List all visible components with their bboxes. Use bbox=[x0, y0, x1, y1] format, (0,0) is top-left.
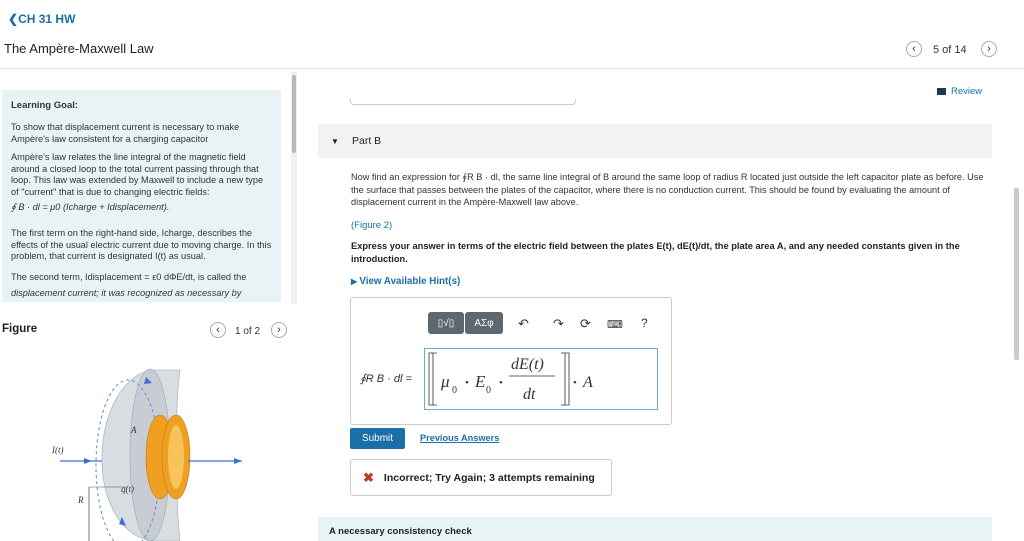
plate-highlight bbox=[168, 425, 184, 489]
dot-2: • bbox=[499, 377, 503, 389]
figure-label: Figure bbox=[2, 323, 38, 335]
undo-icon[interactable]: ↶ bbox=[518, 316, 529, 331]
chevron-left-icon: ‹ bbox=[216, 324, 220, 336]
feedback-message: Incorrect; Try Again; 3 attempts remaining bbox=[383, 471, 595, 484]
page-scrollbar-thumb[interactable] bbox=[1014, 188, 1019, 360]
help-button[interactable]: ? bbox=[641, 316, 648, 330]
previous-answers-link[interactable]: Previous Answers bbox=[420, 433, 500, 443]
e-symbol: E bbox=[475, 372, 486, 391]
mu-subscript: 0 bbox=[452, 385, 457, 396]
breadcrumb-back-link[interactable] bbox=[8, 12, 75, 26]
next-item-button[interactable] bbox=[981, 41, 997, 57]
area-label: A bbox=[131, 425, 137, 435]
figure-2-link[interactable]: (Figure 2) bbox=[351, 220, 393, 231]
next-section-label: A necessary consistency check bbox=[329, 526, 472, 537]
left-panel-scrollbar-thumb[interactable] bbox=[292, 75, 296, 153]
chevron-right-icon: › bbox=[277, 324, 281, 336]
breadcrumb-label: CH 31 HW bbox=[18, 12, 76, 26]
symbols-button[interactable]: ΑΣφ bbox=[465, 312, 503, 334]
templates-button[interactable]: ▯√▯ bbox=[428, 312, 464, 334]
denominator: dt bbox=[523, 386, 536, 403]
bracket-left-outer bbox=[429, 353, 433, 405]
question-text: Now find an expression for ∮R B · dl, the same line integral of B around the same loop of radius R located just outside the left capacitor plate as before. Use the surface that passes between the plates of the capacitor, where there is no conduction current. This should be found by evaluating the amount of displacement current in the Ampère-Maxwell law above. bbox=[351, 172, 984, 207]
header-divider bbox=[0, 68, 1024, 69]
answer-expression bbox=[425, 349, 657, 409]
area-symbol: A bbox=[583, 374, 593, 391]
bracket-right-inner bbox=[561, 353, 565, 405]
intro-paragraph-2: The first term on the right-hand side, Icharge, describes the effects of the usual electric current due to moving charge. In this problem, that current is designated I(t) as usual. bbox=[11, 228, 272, 261]
part-b-label: Part B bbox=[352, 135, 382, 147]
error-x-icon: ✖ bbox=[363, 469, 374, 485]
answer-instructions: Express your answer in terms of the electric field between the plates E(t), dE(t)/dt, the plate area A, and any needed constants given in the introduction. bbox=[351, 241, 960, 264]
numerator: dE(t) bbox=[511, 356, 544, 373]
current-label: I(t) bbox=[52, 445, 64, 455]
book-icon bbox=[937, 88, 946, 95]
capacitor-figure bbox=[0, 345, 295, 541]
review-label: Review bbox=[951, 86, 983, 97]
chevron-right-icon: › bbox=[987, 43, 991, 55]
submit-button[interactable]: Submit bbox=[350, 428, 405, 449]
learning-goal-label: Learning Goal: bbox=[11, 100, 79, 111]
previous-part-box-edge bbox=[350, 99, 576, 105]
previous-item-button[interactable] bbox=[906, 41, 922, 57]
view-hints-link[interactable] bbox=[351, 276, 460, 287]
figure-previous-button[interactable] bbox=[210, 322, 226, 338]
review-link[interactable] bbox=[937, 86, 982, 97]
item-position: 5 of 14 bbox=[933, 44, 967, 56]
intro-paragraph-1: Ampère's law relates the line integral of the magnetic field around a closed loop to the total current passing through that loop. This law was extended by Maxwell to include a new type of "current" that is due to changing electric fields: bbox=[11, 152, 264, 197]
chevron-left-icon: ❮ bbox=[8, 12, 19, 26]
feedback-box bbox=[350, 459, 612, 496]
hint-link-label: View Available Hint(s) bbox=[359, 276, 461, 287]
dot-1: • bbox=[465, 377, 469, 389]
chevron-left-icon: ‹ bbox=[912, 43, 916, 55]
figure-position: 1 of 2 bbox=[235, 326, 261, 337]
ampere-maxwell-equation: ∮ B · dl = μ0 (Icharge + Idisplacement). bbox=[11, 202, 170, 212]
current-arrow-right bbox=[234, 458, 242, 464]
reset-icon[interactable]: ⟳ bbox=[580, 316, 591, 331]
part-b-header[interactable] bbox=[318, 124, 992, 158]
redo-icon[interactable]: ↷ bbox=[553, 316, 564, 331]
answer-input[interactable] bbox=[424, 348, 658, 410]
learning-goal-text: To show that displacement current is necessary to make Ampère's law consistent for a charging capacitor bbox=[11, 122, 240, 144]
figure-next-button[interactable] bbox=[271, 322, 287, 338]
learning-goal-panel bbox=[2, 90, 281, 302]
bracket-left-inner bbox=[433, 353, 437, 405]
keyboard-icon[interactable]: ⌨ bbox=[607, 319, 623, 331]
caret-down-icon: ▼ bbox=[331, 137, 339, 146]
e-subscript: 0 bbox=[486, 385, 491, 396]
bracket-right-outer bbox=[565, 353, 569, 405]
answer-lhs: ∮R B · dl = bbox=[360, 373, 412, 385]
intro-paragraph-3: The second term, Idisplacement = ε0 dΦE/dt, is called the bbox=[11, 272, 247, 282]
mu-symbol: μ bbox=[441, 372, 450, 391]
radius-label: R bbox=[78, 495, 84, 505]
page-title: The Ampère-Maxwell Law bbox=[4, 41, 154, 56]
dot-3: • bbox=[573, 377, 577, 389]
intro-paragraph-3-cont: displacement current; it was recognized as necessary by bbox=[11, 288, 242, 298]
charge-label: q(t) bbox=[121, 484, 134, 494]
caret-right-icon: ▶ bbox=[351, 277, 360, 286]
current-arrow-left bbox=[84, 458, 92, 464]
